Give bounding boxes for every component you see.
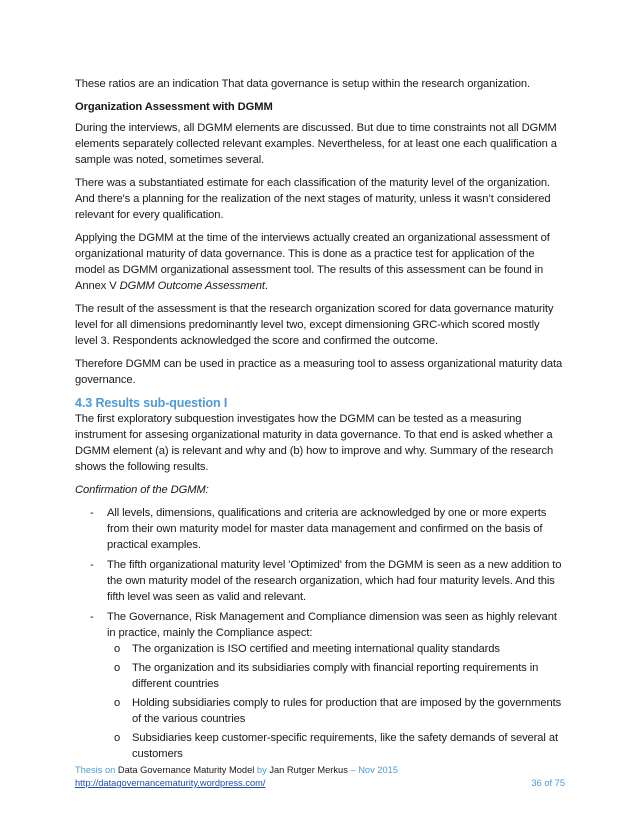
sub-list-item [107,660,565,692]
footer-thesis-on: Thesis on [75,765,118,775]
dash-bullet: - [90,611,94,623]
footer-citation [75,764,565,777]
dash-bullet: - [90,559,94,571]
dash-bullet: - [90,507,94,519]
sub-list-item-text: The organization is ISO certified and meeting international quality standards [132,643,500,655]
footer-author: Jan Rutger Merkus [269,765,348,775]
list-item-text: The fifth organizational maturity level 'Optimized' from the DGMM is seen as a new addition to the own maturity model of the research organization, which had four maturity levels. And this fifth level was seen as valid and relevant. [107,559,562,603]
paragraph-therefore: Therefore DGMM can be used in practice as a measuring tool to assess organizational maturity data governance. [75,358,563,386]
footer-title: Data Governance Maturity Model [117,765,255,775]
paragraph-first-subquestion: The first exploratory subquestion investigates how the DGMM can be tested as a measuring instrument for assesing organizational maturity in data governance. To that end is asked whether a DGMM element (a) is relevant and why and (b) how to improve and why. Summary of the research shows the following results. [75,413,554,473]
paragraph-ratios: These ratios are an indication That data governance is setup within the research organization. [75,78,530,90]
list-item [75,505,565,553]
paragraph-assessment-result: The result of the assessment is that the research organization scored for data governance maturity level for all dimensions predominantly level two, except dimensioning GRC-which scored mostly level 3. Respondents acknowledged the score and confirmed the outcome. [75,303,554,347]
footer-url-row [75,777,565,790]
paragraph-applying-dgmm [75,230,565,294]
section-heading-results: 4.3 Results sub-question I [75,396,228,410]
list-item [75,609,565,762]
list-item-text: All levels, dimensions, qualifications and criteria are acknowledged by one or more experts from their own maturity model for master data management and confirmed on the basis of practical examples. [107,507,547,551]
compliance-sublist [107,641,565,762]
list-item-text: The Governance, Risk Management and Compliance dimension was seen as highly relevant in practice, mainly the Compliance aspect: [107,611,557,639]
page-number: 36 of 75 [531,778,565,788]
paragraph-applying-text: Applying the DGMM at the time of the interviews actually created an organizational assessment of organizational maturity of data governance. This is done as a practice test for application of the model as DGMM organizational assessment tool. The results of this assessment can be found in Annex V [75,232,550,292]
circle-bullet: o [114,732,121,744]
subheading-organization-assessment: Organization Assessment with DGMM [75,101,273,113]
footer-date: – Nov 2015 [347,765,398,775]
paragraph-applying-end: . [264,280,268,292]
footer-by: by [254,765,270,775]
page-footer [75,764,565,790]
footer-url-link[interactable]: http://datagovernancematurity.wordpress.com/ [75,778,266,788]
paragraph-interviews: During the interviews, all DGMM elements are discussed. But due to time constraints not all DGMM elements separately collected relevant examples. Nevertheless, for at least one each qualification a sample was noted, sometimes several. [75,122,557,166]
paragraph-estimate: There was a substantiated estimate for each classification of the maturity level of the organization. And there's a planning for the realization of the next stages of maturity, unless it wasn’t considered relevant for every qualification. [75,177,551,221]
sub-list-item-text: Holding subsidiaries comply to rules for production that are imposed by the governments of the various countries [132,697,562,725]
page-body [75,76,565,766]
sub-list-item-text: The organization and its subsidiaries comply with financial reporting requirements in different countries [132,662,539,690]
annex-reference: DGMM Outcome Assessment [119,280,265,292]
sub-list-item [107,730,565,762]
list-item [75,557,565,605]
confirmation-list [75,505,565,762]
sub-list-item-text: Subsidiaries keep customer-specific requirements, like the safety demands of several at customers [132,732,558,760]
confirmation-label: Confirmation of the DGMM: [75,484,209,496]
circle-bullet: o [114,697,121,709]
circle-bullet: o [114,662,121,674]
circle-bullet: o [114,643,121,655]
sub-list-item [107,695,565,727]
sub-list-item [107,641,565,657]
